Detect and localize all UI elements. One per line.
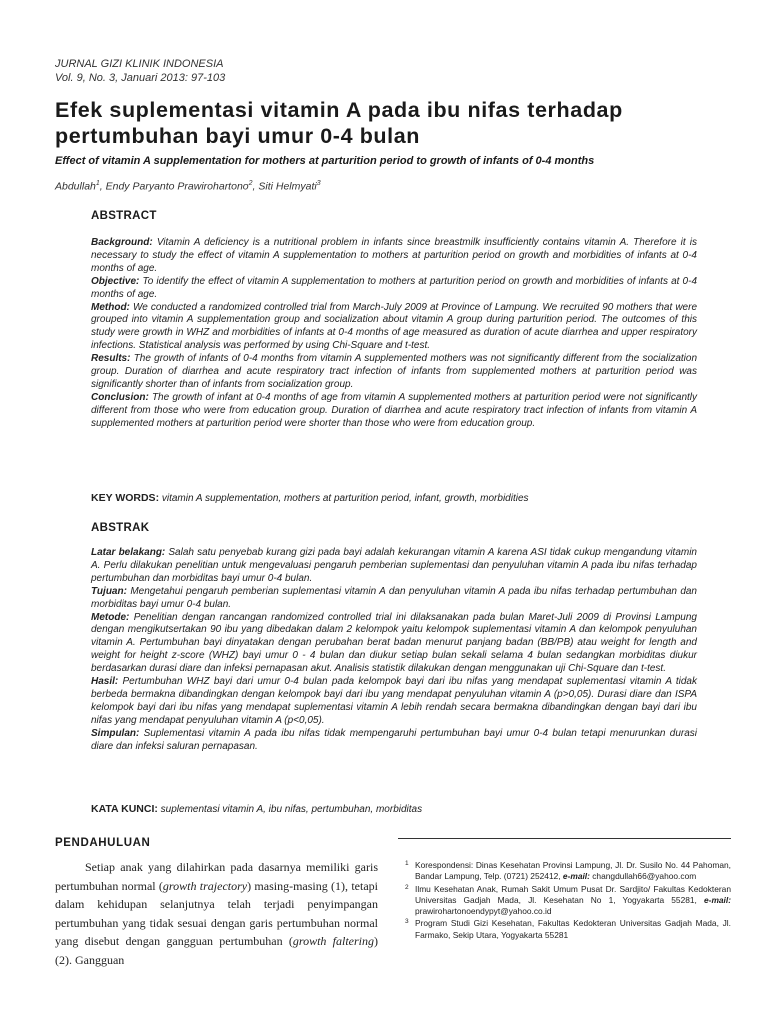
abstract-body xyxy=(91,237,697,431)
article-title-line2: pertumbuhan bayi umur 0-4 bulan xyxy=(55,124,421,148)
abstract-label: Background: xyxy=(91,237,153,248)
footnote-number: 1 xyxy=(405,860,409,867)
abstrak-paragraph xyxy=(91,547,697,586)
abstrak-label: Tujuan: xyxy=(91,585,127,597)
abstract-label: Objective: xyxy=(91,275,140,287)
abstrak-label: Simpulan: xyxy=(91,727,140,739)
abstract-text: The growth of infants of 0-4 months from vitamin A supplemented mothers was not significantly different from the socialization group. Duration of diarrhea and acute respiratory tract infection of infants from supplemented mothers at parturition period was significantly shorter than of infants from socialization group. xyxy=(91,353,698,390)
abstrak-text: Suplementasi vitamin A pada ibu nifas tidak mempengaruhi pertumbuhan bayi umur 0-4 bulan tetapi menurunkan durasi diare dan infeksi saluran pernapasan. xyxy=(91,727,697,752)
journal-name: JURNAL GIZI KLINIK INDONESIA xyxy=(55,58,224,70)
author-list: Abdullah$^1$, Endy Paryanto Prawirohartono$^2$, Siti Helmyati$^3$ xyxy=(55,180,321,193)
keywords-label: KATA KUNCI: xyxy=(91,803,158,815)
abstrak-paragraph xyxy=(91,676,697,728)
footnote-email-label: e-mail: xyxy=(704,894,731,905)
footnote-number: 3 xyxy=(405,918,409,926)
abstract-text: We conducted a randomized controlled trial from March-July 2009 at Province of Lampung. We recruited 90 mothers that were grouped into vitamin A supplementation group and socialization about vitamin A group during parturition period. The outcomes of this study were growth in WHZ and morbidities of infants at 0-4 months of age measured as duration of acute diarrhea and upper respiratory infections. Statistical analysis was performed by using Chi-Square and t-test. xyxy=(91,301,698,352)
footnote-text: Ilmu Kesehatan Anak, Rumah Sakit Umum Pusat Dr. Sardjito/ Fakultas Kedokteran Universitas Gadjah Mada, Jl. Kesehatan No 1, Yogyakarta 55281, xyxy=(415,883,731,905)
footnote-divider xyxy=(398,838,731,839)
article-subtitle: Effect of vitamin A supplementation for mothers at parturition period to growth of infants of 0-4 months xyxy=(55,155,595,167)
intro-text: ) masing-masing (1), tetapi dalam kehidupan selanjutnya telah terjadi penyimpangan pertumbuhan yang tidak sesuai dengan garis pertumbuhan normal yang disebut dengan gangguan pertumbuhan ( xyxy=(55,878,378,949)
footnote xyxy=(405,860,731,883)
abstrak-text: Mengetahui pengaruh pemberian suplementasi vitamin A dan penyuluhan vitamin A pada ibu nifas terhadap pertumbuhan dan morbiditas bayi umur 0-4 bulan. xyxy=(91,585,697,610)
abstrak-body xyxy=(91,547,697,754)
intro-term: growth faltering xyxy=(292,934,375,949)
footnote-email-label: e-mail: xyxy=(562,871,590,882)
keywords-label: KEY WORDS: xyxy=(91,492,160,504)
abstrak-label: Metode: xyxy=(91,611,130,623)
article-title xyxy=(55,97,735,149)
journal-header xyxy=(55,57,225,85)
abstract-label: Conclusion: xyxy=(91,391,149,403)
abstract-label: Method: xyxy=(91,301,130,313)
abstrak-paragraph xyxy=(91,728,697,754)
keywords-value: vitamin A supplementation, mothers at parturition period, infant, growth, morbidities xyxy=(161,493,529,504)
introduction-heading: PENDAHULUAN xyxy=(55,837,151,849)
abstract-paragraph xyxy=(91,302,697,354)
abstrak-paragraph xyxy=(91,612,697,677)
author-affiliation-mark: 2 xyxy=(248,180,253,187)
abstrak-keywords xyxy=(91,803,697,815)
abstrak-heading: ABSTRAK xyxy=(91,522,150,534)
abstract-keywords xyxy=(91,492,697,504)
abstract-text: To identify the effect of vitamin A supplementation to mothers at parturition period on growth and morbidities of infants at 0-4 months of age. xyxy=(91,275,698,300)
abstract-paragraph xyxy=(91,353,697,392)
author: Endy Paryanto Prawirohartono xyxy=(105,180,249,193)
abstract-label: Results: xyxy=(91,353,131,365)
abstract-text: Vitamin A deficiency is a nutritional problem in infants since breastmilk insufficiently contains vitamin A. Therefore it is necessary to study the effect of vitamin A supplementation to mothers at parturition period on growth and morbidities of infants at 0-4 months of age. xyxy=(91,237,698,274)
abstrak-label: Latar belakang: xyxy=(91,547,166,558)
footnotes xyxy=(405,860,731,942)
abstract-paragraph xyxy=(91,392,697,431)
abstrak-label: Hasil: xyxy=(91,676,119,688)
abstract-text: The growth of infant at 0-4 months of age from vitamin A supplemented mothers at parturition period were not significantly different from those who were from education group. Duration of diarrhea and acute respiratory tract infection of infants from vitamin A supplemented mothers at parturition period were shorter than those who were from education group. xyxy=(91,391,698,429)
footnote-email: prawirohartonoendypyt@yahoo.co.id xyxy=(415,906,552,917)
author-affiliation-mark: 1 xyxy=(95,180,100,187)
abstract-paragraph xyxy=(91,276,697,302)
footnote-text: Program Studi Gizi Kesehatan, Fakultas Kedokteran Universitas Gadjah Mada, Jl. Farmako, Sekip Utara, Yogyakarta 55281 xyxy=(415,918,731,940)
introduction-paragraph xyxy=(55,858,378,970)
intro-text: ) (2). Gangguan xyxy=(55,934,379,967)
footnote-text: Korespondensi: Dinas Kesehatan Provinsi Lampung, Jl. Dr. Susilo No. 44 Pahoman, Bandar Lampung, Telp. (0721) 252412, xyxy=(415,860,731,882)
intro-text: Setiap anak yang dilahirkan pada dasarnya memiliki garis pertumbuhan normal ( xyxy=(55,860,378,893)
footnote-number: 2 xyxy=(405,883,409,891)
article-title-line1: Efek suplementasi vitamin A pada ibu nifas terhadap xyxy=(55,98,623,122)
abstract-paragraph xyxy=(91,237,697,276)
footnote-email: changdullah66@yahoo.com xyxy=(589,871,697,882)
abstrak-paragraph xyxy=(91,586,697,612)
journal-volume: Vol. 9, No. 3, Januari 2013: 97-103 xyxy=(55,72,226,84)
abstrak-text: Penelitian dengan rancangan randomized controlled trial ini dilaksanakan pada bulan Maret-Juli 2009 di Provinsi Lampung dengan mengikutsertakan 90 ibu yang dibedakan dalam 2 kelompok yaitu kelompok suplementasi vitamin A dan kelompok penyuluhan vitamin A. Pertumbuhan bayi dinyatakan dengan perubahan berat badan menurut panjang badan (BB/PB) atau weight for length and weight for height z-score (WHZ) bayi umur 0 - 4 bulan dan diukur setiap bulan sekali selama 4 bulan sedangkan morbiditas diukur berdasarkan durasi diare dan infeksi pernapasan akut. Analisis statistik dilakukan dengan menggunakan uji Chi-Square dan t-test. xyxy=(91,611,697,675)
author-affiliation-mark: 3 xyxy=(316,180,321,187)
keywords-value: suplementasi vitamin A, ibu nifas, pertumbuhan, morbiditas xyxy=(160,804,423,815)
footnote xyxy=(405,884,731,918)
abstrak-text: Pertumbuhan WHZ bayi dari umur 0-4 bulan pada kelompok bayi dari ibu nifas yang mendapat suplementasi vitamin A tidak berbeda bermakna dibandingkan dengan kelompok bayi dari ibu yang mendapat penyuluhan vitamin A (p>0,05). Durasi diare dan ISPA kelompok bayi dari ibu nifas yang mendapat suplementasi vitamin A lebih rendah secara bermakna dibandingkan dengan bayi dari ibu nifas yang mendapat penyuluhan vitamin A (p<0,05). xyxy=(91,676,697,726)
intro-term: growth trajectory xyxy=(162,878,248,893)
abstract-heading: ABSTRACT xyxy=(91,210,157,222)
author: Siti Helmyati xyxy=(258,180,317,193)
abstrak-text: Salah satu penyebab kurang gizi pada bayi adalah kekurangan vitamin A karena ASI tidak cukup mengandung vitamin A. Perlu dilakukan penelitian untuk mengevaluasi pengaruh pemberian suplementasi dan penyuluhan vitamin A pada ibu nifas terhadap pertumbuhan dan morbiditas bayi umur 0-4 bulan. xyxy=(91,547,697,584)
author: Abdullah xyxy=(55,180,96,193)
footnote xyxy=(405,918,731,941)
